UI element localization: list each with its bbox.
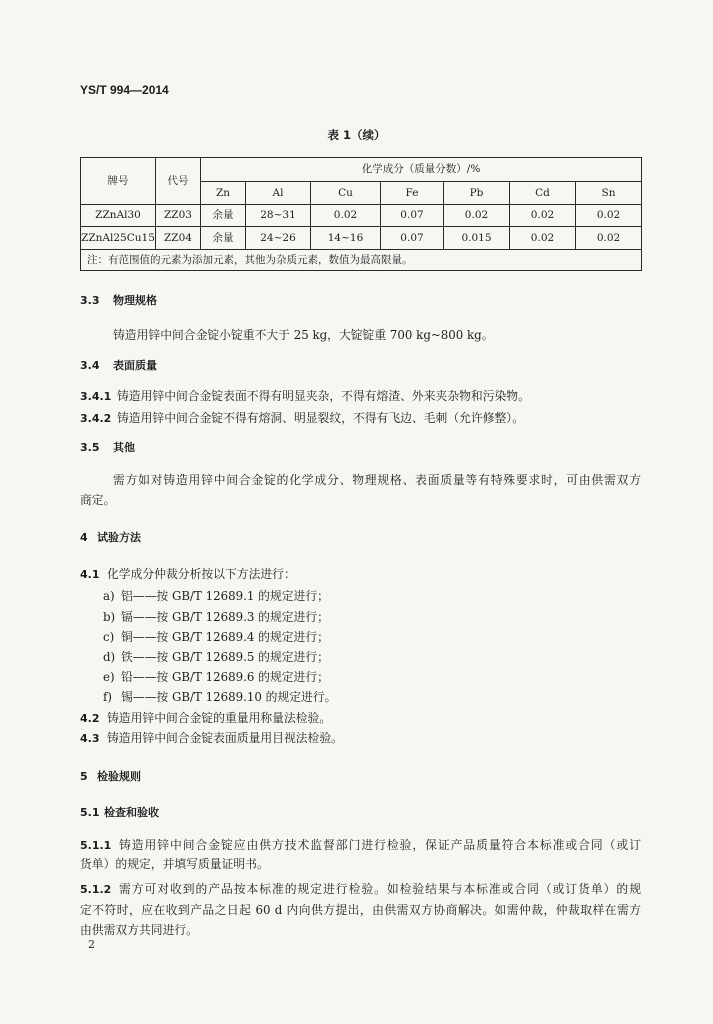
cell-code: ZZ04 [156, 227, 201, 250]
section-3-4-title: 表面质量 [113, 359, 157, 372]
section-3-5-line-1: 需方如对铸造用锌中间合金锭的化学成分、物理规格、表面质量等有特殊要求时，可由供需双方 [113, 473, 641, 487]
element-header-cd: Cd [510, 182, 576, 205]
element-header-pb: Pb [444, 182, 510, 205]
table-note: 注：有范围值的元素为添加元素，其他为杂质元素，数值为最高限量。 [81, 250, 642, 271]
header-composition: 化学成分（质量分数）/% [201, 158, 642, 182]
clause-5-1-2-line-3: 由供需双方共同进行。 [80, 923, 198, 937]
method-item-text: 镉——按 GB/T 12689.3 的规定进行； [121, 610, 329, 624]
composition-table [80, 157, 642, 271]
method-item-text: 铅——按 GB/T 12689.6 的规定进行； [121, 670, 329, 684]
clause-4-1-text: 化学成分仲裁分析按以下方法进行： [107, 567, 296, 581]
table-header-row [81, 158, 642, 182]
method-item [103, 667, 329, 687]
section-3-3-title: 物理规格 [113, 294, 157, 307]
cell-sn: 0.02 [576, 227, 642, 250]
method-item-label: f) [103, 690, 112, 704]
clause-5-1-1-text: 铸造用锌中间合金锭应由供方技术监督部门进行检验，保证产品质量符合本标准或合同（或订 [118, 838, 641, 852]
clause-4-3-text: 铸造用锌中间合金锭表面质量用目视法检验。 [107, 731, 343, 745]
method-item-text: 锡——按 GB/T 12689.10 的规定进行。 [121, 690, 337, 704]
element-header-sn: Sn [576, 182, 642, 205]
cell-al: 24~26 [246, 227, 311, 250]
table-caption: 表 1（续） [327, 128, 386, 142]
clause-3-4-1-number: 3.4.1 [80, 390, 112, 403]
table-row [81, 205, 642, 227]
method-item [103, 586, 329, 606]
cell-fe: 0.07 [381, 205, 444, 227]
clause-5-1-2-text: 需方可对收到的产品按本标准的规定进行检验。如检验结果与本标准或合同（或订货单）的规 [118, 882, 641, 896]
cell-fe: 0.07 [381, 227, 444, 250]
clause-4-1 [80, 564, 296, 584]
chapter-4-title: 试验方法 [97, 531, 141, 544]
section-3-3-heading [80, 290, 157, 310]
cell-code: ZZ03 [156, 205, 201, 227]
clause-5-1-2-line-1 [80, 879, 641, 899]
method-item [103, 647, 329, 667]
chapter-5-title: 检验规则 [97, 770, 141, 783]
section-5-1-number: 5.1 [80, 806, 100, 819]
section-3-4-number: 3.4 [80, 359, 100, 372]
clause-4-3-number: 4.3 [80, 732, 100, 745]
method-item-text: 铝——按 GB/T 12689.1 的规定进行； [121, 589, 329, 603]
cell-pb: 0.02 [444, 205, 510, 227]
element-header-zn: Zn [201, 182, 246, 205]
element-header-fe: Fe [381, 182, 444, 205]
method-item-label: e) [103, 670, 115, 684]
method-item-text: 铁——按 GB/T 12689.5 的规定进行； [121, 650, 329, 664]
clause-5-1-2-number: 5.1.2 [80, 883, 112, 896]
cell-zn: 余量 [201, 205, 246, 227]
section-3-5-line-2: 商定。 [80, 493, 116, 507]
clause-4-3 [80, 728, 343, 748]
chapter-4-number: 4 [80, 531, 88, 544]
section-3-3-number: 3.3 [80, 294, 100, 307]
method-item-label: d) [103, 650, 116, 664]
clause-3-4-2-text: 铸造用锌中间合金锭不得有熔洞、明显裂纹，不得有飞边、毛刺（允许修整）。 [117, 411, 524, 425]
clause-3-4-1-text: 铸造用锌中间合金锭表面不得有明显夹杂，不得有熔渣、外来夹杂物和污染物。 [117, 389, 530, 403]
section-3-4-heading [80, 355, 157, 375]
cell-cd: 0.02 [510, 205, 576, 227]
clause-3-4-2-number: 3.4.2 [80, 412, 112, 425]
method-item [103, 607, 329, 627]
section-3-3-paragraph: 铸造用锌中间合金锭小锭重不大于 25 kg，大锭锭重 700 kg~800 kg。 [113, 328, 494, 342]
document-code: YS/T 994—2014 [80, 83, 169, 97]
clause-3-4-2 [80, 408, 524, 428]
element-header-al: Al [246, 182, 311, 205]
header-brand: 牌号 [81, 158, 156, 205]
cell-pb: 0.015 [444, 227, 510, 250]
clause-3-4-1 [80, 386, 530, 406]
clause-4-2-number: 4.2 [80, 712, 100, 725]
cell-cu: 0.02 [311, 205, 381, 227]
clause-4-2-text: 铸造用锌中间合金锭的重量用称量法检验。 [107, 711, 332, 725]
section-3-5-number: 3.5 [80, 441, 100, 454]
clause-5-1-2-line-2: 定不符时，应在收到产品之日起 60 d 内向供方提出，由供需双方协商解决。如需仲裁，仲裁取样在需方 [80, 903, 641, 917]
clause-5-1-1-line-1 [80, 835, 641, 855]
header-code: 代号 [156, 158, 201, 205]
section-5-1-heading [80, 802, 159, 822]
clause-5-1-1-line-2: 货单）的规定，并填写质量证明书。 [80, 857, 269, 871]
section-3-5-heading [80, 437, 135, 457]
section-5-1-title: 检查和验收 [104, 806, 159, 819]
clause-4-1-number: 4.1 [80, 568, 100, 581]
chapter-5-number: 5 [80, 770, 88, 783]
cell-brand: ZZnAl30 [81, 205, 156, 227]
cell-brand: ZZnAl25Cu15 [81, 227, 156, 250]
table-row [81, 227, 642, 250]
clause-5-1-1-number: 5.1.1 [80, 839, 112, 852]
section-3-5-title: 其他 [113, 441, 135, 454]
element-header-cu: Cu [311, 182, 381, 205]
method-item [103, 687, 336, 707]
method-item [103, 627, 329, 647]
chapter-5-heading [80, 766, 141, 786]
cell-al: 28~31 [246, 205, 311, 227]
method-item-label: c) [103, 630, 115, 644]
clause-4-2 [80, 708, 331, 728]
table-note-row [81, 250, 642, 271]
method-item-label: b) [103, 610, 116, 624]
chapter-4-heading [80, 527, 141, 547]
page-number: 2 [88, 938, 95, 951]
method-item-label: a) [103, 589, 115, 603]
cell-zn: 余量 [201, 227, 246, 250]
method-item-text: 铜——按 GB/T 12689.4 的规定进行； [121, 630, 329, 644]
cell-cd: 0.02 [510, 227, 576, 250]
cell-cu: 14~16 [311, 227, 381, 250]
cell-sn: 0.02 [576, 205, 642, 227]
